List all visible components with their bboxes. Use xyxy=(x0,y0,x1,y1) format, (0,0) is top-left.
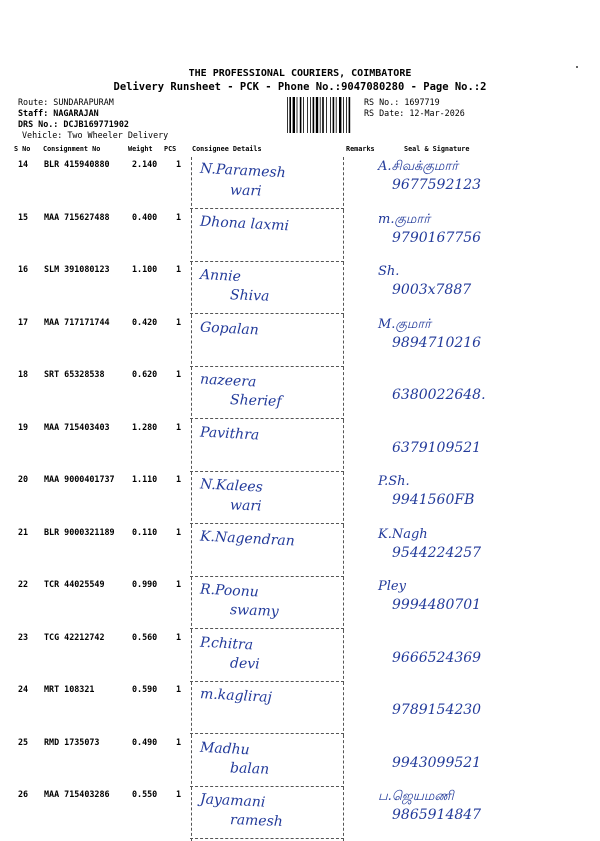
runsheet-subtitle: Delivery Runsheet - PCK - Phone No.:9047080280 - Page No.:2 xyxy=(113,81,487,93)
receiver-phone: 9789154230 xyxy=(392,702,482,718)
col-sno: S No xyxy=(14,145,31,153)
barcode-bar xyxy=(287,97,288,133)
barcode-bar xyxy=(330,97,331,133)
rs-date: RS Date: 12-Mar-2026 xyxy=(364,108,465,118)
signature-mark: A.சிவக்குமார் xyxy=(378,159,458,174)
signature-mark: M.குமார் xyxy=(378,316,431,332)
table-row xyxy=(0,787,600,841)
consignee-name-cont: wari xyxy=(229,182,262,200)
row-divider xyxy=(343,735,344,789)
row-divider xyxy=(343,525,344,579)
row-consignment-no: MAA 715403403 xyxy=(44,421,110,432)
table-header xyxy=(0,145,600,157)
row-divider xyxy=(191,367,192,421)
consignee-name-cont: ramesh xyxy=(229,812,284,830)
row-divider xyxy=(191,157,192,211)
row-consignment-no: MRT 108321 xyxy=(44,684,95,694)
row-divider xyxy=(343,682,344,736)
col-consignee-details: Consignee Details xyxy=(192,145,262,153)
company-title: THE PROFESSIONAL COURIERS, COIMBATORE xyxy=(188,68,412,79)
row-divider xyxy=(191,682,192,736)
route-label: Route: SUNDARAPURAM xyxy=(18,97,114,107)
row-sno: 16 xyxy=(18,264,29,274)
table-row xyxy=(0,735,600,789)
barcode-bar xyxy=(349,97,351,133)
receiver-phone: 9943099521 xyxy=(392,754,482,771)
row-pcs: 1 xyxy=(176,579,182,589)
barcode-bar xyxy=(293,97,295,133)
receiver-phone: 9894710216 xyxy=(392,334,482,351)
row-weight: 1.110 xyxy=(132,474,158,484)
row-divider xyxy=(191,420,192,474)
row-sno: 21 xyxy=(18,526,29,537)
row-sno: 19 xyxy=(18,421,29,432)
receiver-phone: 9790167756 xyxy=(392,229,482,246)
signature-mark: ப.ஜெயமணி xyxy=(378,789,454,804)
barcode-bar xyxy=(343,97,344,133)
table-row xyxy=(0,420,600,474)
row-consignment-no: MAA 715627488 xyxy=(44,211,110,222)
rs-number: RS No.: 1697719 xyxy=(364,97,440,107)
consignee-name: P.chitra xyxy=(199,634,254,653)
row-divider xyxy=(343,367,344,421)
barcode-bar xyxy=(322,97,324,133)
consignee-name: Dhona laxmi xyxy=(199,213,290,234)
row-divider xyxy=(343,630,344,684)
row-sno: 22 xyxy=(18,579,29,589)
row-pcs: 1 xyxy=(176,264,182,274)
consignee-name: Madhu xyxy=(199,739,251,758)
barcode-bar xyxy=(326,97,327,133)
barcode-bar xyxy=(300,97,302,133)
barcode-bar xyxy=(307,97,308,133)
row-weight: 0.560 xyxy=(132,631,158,642)
row-sno: 25 xyxy=(18,736,29,747)
row-divider xyxy=(343,210,344,264)
row-divider xyxy=(191,787,192,841)
row-divider xyxy=(191,262,192,316)
row-sno: 15 xyxy=(18,211,29,222)
row-pcs: 1 xyxy=(176,789,182,799)
table-row xyxy=(0,682,600,736)
row-divider xyxy=(191,630,192,684)
row-consignment-no: BLR 9000321189 xyxy=(44,526,115,537)
row-pcs: 1 xyxy=(176,211,182,222)
receiver-phone: 9666524369 xyxy=(392,649,482,666)
barcode-bar xyxy=(316,97,318,133)
signature-mark: K.Nagh xyxy=(378,526,428,542)
barcode-image xyxy=(286,97,362,133)
barcode-bar xyxy=(289,97,291,133)
col-pcs: PCS xyxy=(164,145,177,153)
consignee-name: R.Poonu xyxy=(199,581,260,601)
row-separator xyxy=(190,838,344,839)
row-sno: 14 xyxy=(18,159,29,169)
col-remarks: Remarks xyxy=(346,145,375,153)
row-weight: 0.490 xyxy=(132,736,158,747)
barcode-bar xyxy=(297,97,298,133)
consignee-name: N.Kalees xyxy=(199,476,264,496)
consignee-name: Annie xyxy=(199,266,242,286)
row-weight: 1.100 xyxy=(132,264,158,274)
barcode-bar xyxy=(303,97,304,133)
row-pcs: 1 xyxy=(176,159,182,169)
row-consignment-no: MAA 717171744 xyxy=(44,316,110,327)
table-row xyxy=(0,472,600,526)
row-consignment-no: MAA 715403286 xyxy=(44,789,110,799)
consignee-name: Pavithra xyxy=(199,423,260,444)
table-row xyxy=(0,630,600,684)
row-weight: 0.620 xyxy=(132,369,158,379)
consignee-name: Gopalan xyxy=(199,318,260,339)
row-consignment-no: SRT 65328538 xyxy=(44,369,105,379)
col-consignment: Consignment No xyxy=(43,145,101,153)
consignee-name-cont: Shiva xyxy=(229,287,270,305)
table-row xyxy=(0,157,600,211)
barcode-bar xyxy=(320,97,321,133)
row-divider xyxy=(191,472,192,526)
row-consignment-no: BLR 415940880 xyxy=(44,159,110,169)
consignee-name: m.kagliraj xyxy=(199,686,273,706)
signature-mark: Pley xyxy=(378,579,406,594)
consignee-name-cont: Sherief xyxy=(229,392,282,410)
consignee-name-cont: wari xyxy=(229,497,262,515)
consignee-name: Jayamani xyxy=(199,791,266,811)
row-divider xyxy=(343,787,344,841)
consignee-name-cont: devi xyxy=(229,654,260,673)
barcode-bar xyxy=(339,97,341,133)
row-weight: 0.400 xyxy=(132,211,158,222)
col-weight: Weight xyxy=(128,145,153,153)
row-divider xyxy=(343,262,344,316)
row-divider xyxy=(191,735,192,789)
receiver-phone: 6380022648. xyxy=(392,387,486,403)
row-consignment-no: SLM 391080123 xyxy=(44,264,110,274)
row-pcs: 1 xyxy=(176,526,182,537)
row-divider xyxy=(191,577,192,631)
row-weight: 0.420 xyxy=(132,316,158,327)
barcode-bar xyxy=(336,97,337,133)
consignee-name: K.Nagendran xyxy=(199,528,296,549)
vehicle-label: Vehicle: Two Wheeler Delivery xyxy=(22,130,169,140)
signature-mark: P.Sh. xyxy=(378,474,410,489)
row-consignment-no: RMD 1735073 xyxy=(44,736,100,747)
consignee-name: nazeera xyxy=(199,371,257,391)
row-weight: 0.550 xyxy=(132,789,158,799)
receiver-phone: 9544224257 xyxy=(392,544,482,561)
consignee-name-cont: swamy xyxy=(229,602,279,620)
row-pcs: 1 xyxy=(176,631,182,642)
row-pcs: 1 xyxy=(176,369,182,379)
drs-number: DRS No.: DCJB169771902 xyxy=(18,119,129,129)
row-pcs: 1 xyxy=(176,684,182,694)
receiver-phone: 9003x7887 xyxy=(392,282,472,298)
col-seal-signature: Seal & Signature xyxy=(404,145,470,153)
row-divider xyxy=(191,210,192,264)
row-sno: 26 xyxy=(18,789,29,799)
signature-mark: Sh. xyxy=(378,264,400,279)
table-row xyxy=(0,210,600,264)
row-weight: 2.140 xyxy=(132,159,158,169)
receiver-phone: 9994480701 xyxy=(392,597,482,613)
row-divider xyxy=(343,420,344,474)
row-sno: 17 xyxy=(18,316,29,327)
receiver-phone: 9941560FB xyxy=(392,492,475,508)
row-divider xyxy=(343,577,344,631)
row-pcs: 1 xyxy=(176,736,182,747)
table-row xyxy=(0,262,600,316)
row-consignment-no: TCR 44025549 xyxy=(44,579,105,589)
table-row xyxy=(0,367,600,421)
row-pcs: 1 xyxy=(176,474,182,484)
row-divider xyxy=(343,315,344,369)
row-pcs: 1 xyxy=(176,421,182,432)
receiver-phone: 9677592123 xyxy=(392,177,482,193)
staff-label: Staff: NAGARAJAN xyxy=(18,108,99,118)
row-weight: 0.110 xyxy=(132,526,158,537)
row-sno: 18 xyxy=(18,369,29,379)
table-row xyxy=(0,577,600,631)
row-pcs: 1 xyxy=(176,316,182,327)
table-row xyxy=(0,525,600,579)
row-sno: 23 xyxy=(18,631,29,642)
row-divider xyxy=(191,315,192,369)
barcode-bar xyxy=(313,97,315,133)
row-weight: 0.990 xyxy=(132,579,158,589)
consignee-name: N.Paramesh xyxy=(199,160,287,182)
row-consignment-no: TCG 42212742 xyxy=(44,631,105,642)
row-weight: 0.590 xyxy=(132,684,158,694)
table-row xyxy=(0,315,600,369)
row-divider xyxy=(343,157,344,211)
receiver-phone: 6379109521 xyxy=(392,439,482,456)
row-consignment-no: MAA 9000401737 xyxy=(44,474,115,484)
signature-mark: m.குமார் xyxy=(378,211,430,227)
row-divider xyxy=(191,525,192,579)
row-weight: 1.280 xyxy=(132,421,158,432)
consignee-name-cont: balan xyxy=(229,759,270,778)
receiver-phone: 9865914847 xyxy=(392,807,482,823)
row-divider xyxy=(343,472,344,526)
row-sno: 20 xyxy=(18,474,29,484)
barcode-bar xyxy=(346,97,347,133)
row-sno: 24 xyxy=(18,684,29,694)
barcode-bar xyxy=(310,97,311,133)
barcode-bar xyxy=(333,97,335,133)
